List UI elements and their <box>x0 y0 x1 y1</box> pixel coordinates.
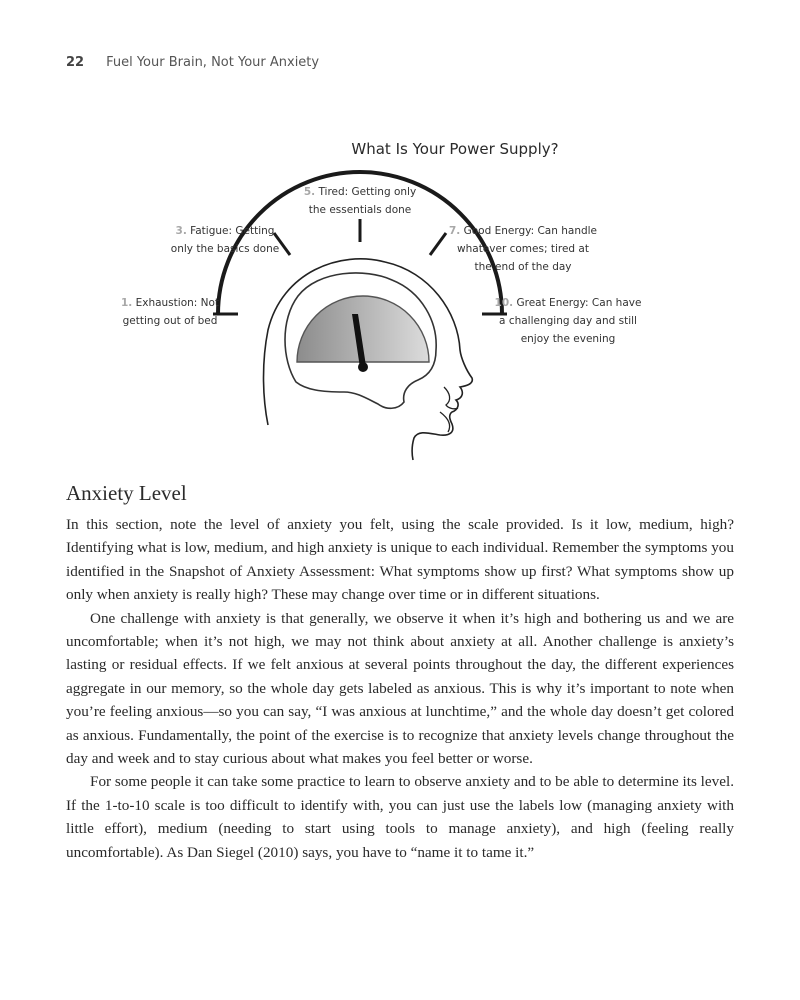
scale-label-7-line2: whatever comes; tired at <box>457 243 589 255</box>
section-heading: Anxiety Level <box>66 481 187 505</box>
scale-label-5-line2: the essentials done <box>308 204 412 216</box>
scale-label-1-line1: Exhaustion: Not <box>135 297 220 309</box>
scale-label-10-line3: enjoy the evening <box>520 333 616 345</box>
scale-label-3-line2: only the basics done <box>170 243 280 255</box>
page-number: 22 <box>66 55 85 70</box>
scale-label-5-line1: Tired: Getting only <box>318 186 417 198</box>
gauge-pivot <box>358 362 368 372</box>
body-text <box>66 513 734 864</box>
scale-label-10-line2: a challenging day and still <box>499 315 637 327</box>
scale-label-1-num: 1. <box>120 297 133 309</box>
nose-detail-icon <box>444 387 458 409</box>
paragraph-3: For some people it can take some practice to learn to observe anxiety and to be able to determine its level. If the 1-to-10 scale is too difficult to identify with, you can just use the labels low (managing anxiety with little effort), medium (needing to start using tools to manage anxiety), and high (feeling really uncomfortable). As Dan Siegel (2010) says, you have to “name it to tame it.” <box>66 773 734 861</box>
scale-label-10 <box>488 294 648 348</box>
scale-label-7-line3: the end of the day <box>474 261 572 273</box>
scale-label-7-line1: Good Energy: Can handle <box>463 225 598 237</box>
scale-label-7-num: 7. <box>448 225 461 237</box>
figure-title: What Is Your Power Supply? <box>351 140 559 158</box>
paragraph-2: One challenge with anxiety is that generally, we observe it when it’s high and bothering us and we are uncomfortable; when it’s not high, we may not think about anxiety at all. Another challenge is anxiety’s lasting or residual effects. If we felt anxious at several points throughout the day, the different experiences aggregate in our memory, so the whole day gets labeled as anxious. This is why it’s important to note when you’re feeling anxious—so you can say, “I was anxious at lunchtime,” and the whole day doesn’t get colored as anxious. Fundamentally, the point of the exercise is to recognize that anxiety levels change throughout the day and week and to stay curious about what makes you feel better or worse. <box>66 609 734 768</box>
scale-label-5 <box>290 183 430 219</box>
chin-detail-icon <box>440 412 450 432</box>
paragraph-1: In this section, note the level of anxiety you felt, using the scale provided. Is it low, medium, high? Identifying what is low, medium, and high anxiety is unique to each individual. Remember the symptoms you identified in the Snapshot of Anxiety Assessment: What symptoms show up first? What symptoms show up only when anxiety is really high? These may change over time or in different situations. <box>66 516 734 604</box>
scale-label-7 <box>448 222 598 276</box>
scale-label-1-line2: getting out of bed <box>122 315 218 327</box>
tick-7 <box>430 233 446 255</box>
scale-label-10-num: 10. <box>494 297 514 309</box>
scale-label-5-num: 5. <box>303 186 316 198</box>
scale-label-3-num: 3. <box>175 225 187 237</box>
scale-label-10-line1: Great Energy: Can have <box>516 297 642 309</box>
scale-label-3-line1: Fatigue: Getting <box>190 225 275 237</box>
scale-label-1 <box>100 294 240 330</box>
scale-label-3 <box>160 222 290 258</box>
book-title: Fuel Your Brain, Not Your Anxiety <box>106 55 320 70</box>
